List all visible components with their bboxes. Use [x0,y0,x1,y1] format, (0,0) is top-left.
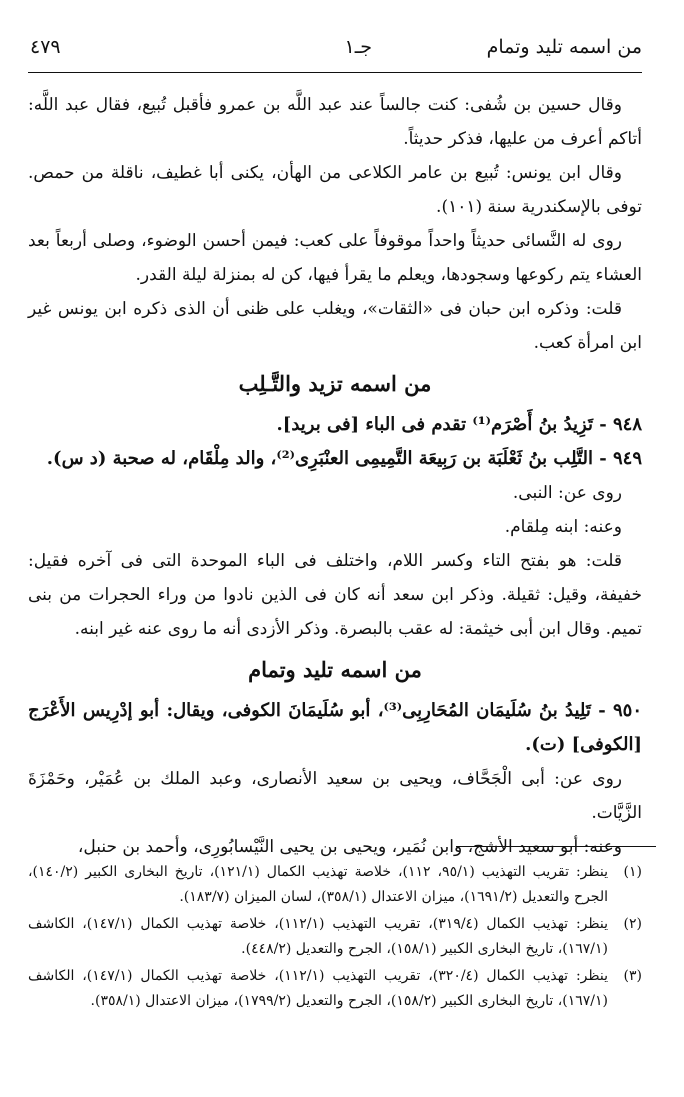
header-volume: جـ١ [344,36,372,58]
footnote-1 [28,860,642,910]
line-wa-anhu: وعنه: ابنه مِلقام. [504,517,622,537]
page-number: ٤٧٩ [30,36,61,58]
footnote-mark: (٣) [623,968,642,984]
entry-948: ٩٤٨ - تَزِيدُ بنُ أَصْرَم⁽¹⁾ تقدم فى الباء [فى بريد]. [276,414,642,435]
entry-949: ٩٤٩ - التَّلِب بنُ ثَعْلَبَة بن رَبِيعَة التَّمِيمِى العنْبَرِى⁽²⁾، والد مِلْقَام، له صحبة (د س). [46,448,642,469]
line-wa-anhu-talid: وعنه: أبو سعيد الأشج، وابن نُمَير، ويحيى بن يحيى النَّيْسابُورِى، وأحمد بن حنبل، [77,837,622,857]
line-rawa-an-talid: روى عن: أبى الْجَحَّاف، ويحيى بن سعيد الأنصارى، وعبد الملك بن عُمَيْر، وحَمْزَةَ الزَّيَّات. [28,769,642,823]
entry-950: ٩٥٠ - تَلِيدُ بنُ سُلَيمَان المُحَارِبِى⁽³⁾، أبو سُلَيمَانَ الكوفى، ويقال: أبو إدْرِيس الأَعْرَج [الكوفى] (ت). [28,700,642,755]
running-header [28,30,642,73]
paragraph-ibn-yunus: وقال ابن يونس: تُبيع بن عامر الكلاعى من الهأن، يكنى أبا غطيف، ناقلة من حمص. توفى بالإسكندرية سنة (١٠١). [28,163,642,217]
line-rawa-an: روى عن: النبى. [512,483,622,503]
paragraph-husayn: وقال حسين بن شُفى: كنت جالساً عند عبد اللَّه بن عمرو فأقبل تُبيع، فقال عبد اللَّه: أتاكم أعرف من عليها، فذكر حديثاً. [28,95,642,149]
header-title: من اسمه تليد وتمام [486,36,642,58]
footnote-mark: (٢) [623,916,642,932]
section-heading-tazid: من اسمه تزيد والتَّـلِب [238,371,432,396]
footnotes [28,860,642,1016]
section-heading-talid: من اسمه تليد وتمام [248,657,422,682]
footnote-mark: (١) [623,864,642,880]
footnote-text: ينظر: تقريب التهذيب (٩٥/١، ١١٢)، خلاصة تهذيب الكمال (١٢١/١)، تاريخ البخارى الكبير (١٤٠/٢)، الجرح والتعديل (١٦٩١/٢)، ميزان الاعتدال (٣٥٨/١)، لسان الميزان (١٨٣/٧). [28,864,609,905]
footnote-3 [28,964,642,1014]
footnote-text: ينظر: تهذيب الكمال (٣١٩/٤)، تقريب التهذيب (١١٢/١)، خلاصة تهذيب الكمال (١٤٧/١)، الكاشف (١٦٧/١)، تاريخ البخارى الكبير (١٥٨/١)، الجرح والتعديل (٤٤٨/٢). [28,916,609,957]
paragraph-qultu-talib: قلت: هو بفتح التاء وكسر اللام، واختلف فى الباء الموحدة التى فى آخره فقيل: خفيفة، وقيل: ثقيلة. وذكر ابن سعد أنه كان فى الذين نادوا من وراء الحجرات من بنى تميم. وقال ابن أبى خيثمة: له عقب بالبصرة. وذكر الأزدى أنه ما روى عنه غير ابنه. [28,551,642,639]
paragraph-qultu: قلت: وذكره ابن حبان فى «الثقات»، ويغلب على ظنى أن الذى ذكره ابن يونس غير ابن امرأة كعب. [28,299,642,353]
footnote-2 [28,912,642,962]
footnote-text: ينظر: تهذيب الكمال (٣٢٠/٤)، تقريب التهذيب (١١٢/١)، خلاصة تهذيب الكمال (١٤٧/١)، الكاشف (١٦٧/١)، تاريخ البخارى الكبير (١٥٨/٢)، الجرح والتعديل (١٧٩٩/٢)، ميزان الاعتدال (٣٥٨/١). [28,968,609,1009]
paragraph-nasai: روى له النَّسائى حديثاً واحداً موقوفاً على كعب: فيمن أحسن الوضوء، وصلى أربعاً بعد العشاء يتم ركوعها وسجودها، ويعلم ما يقرأ فيها، كن له بمنزلة ليلة القدر. [28,231,642,285]
main-text [28,88,642,864]
footnote-rule [456,846,656,847]
